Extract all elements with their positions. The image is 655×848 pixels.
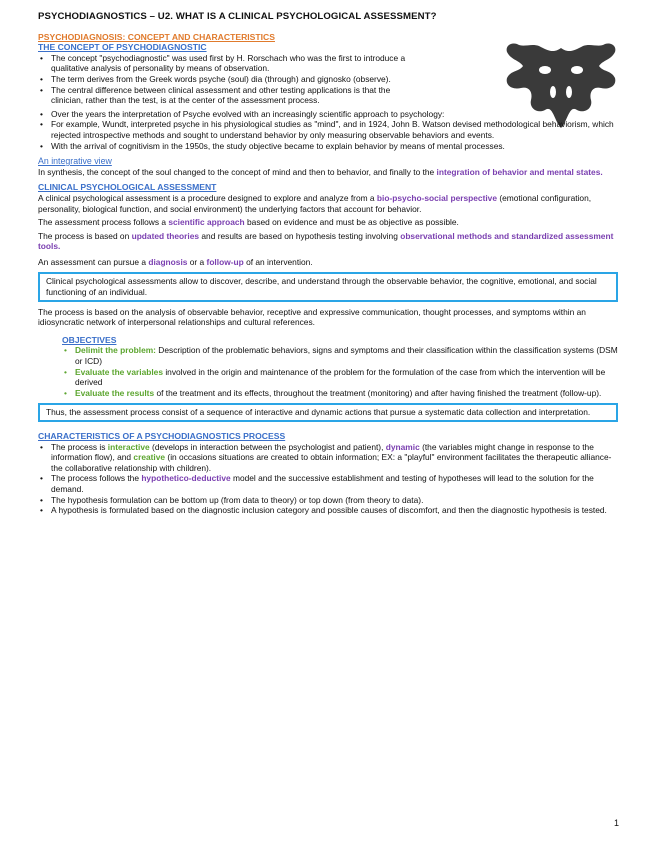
subheading-integrative-view: An integrative view [38, 156, 112, 167]
list-item: • The hypothesis formulation can be bottom up (from data to theory) or top down (from theory to data). [38, 495, 618, 506]
list-item: • Delimit the problem: Description of the problematic behaviors, signs and symptoms and their classification within the classification systems (DSM or ICD) [62, 345, 618, 366]
history-bullet-list [38, 109, 618, 151]
subheading-objectives: OBJECTIVES [62, 334, 117, 345]
objectives-list [62, 345, 618, 398]
section-heading-concept: PSYCHODIAGNOSIS: CONCEPT AND CHARACTERISTICS [38, 31, 275, 42]
list-item: • Evaluate the results of the treatment and its effects, throughout the treatment (monitoring) and after having finished the treatment (follow-up). [62, 388, 618, 399]
list-item: • Evaluate the variables involved in the origin and maintenance of the problem for the formulation of the case from which the intervention will be derived [62, 367, 618, 388]
list-item: • Over the years the interpretation of Psyche evolved with an increasingly scientific approach to psychology: [38, 109, 618, 120]
subheading-clinical-assessment: CLINICAL PSYCHOLOGICAL ASSESSMENT [38, 182, 217, 193]
document-title: PSYCHODIAGNOSTICS – U2. WHAT IS A CLINICAL PSYCHOLOGICAL ASSESSMENT? [38, 11, 437, 22]
list-item: • The concept "psychodiagnostic" was used first by H. Rorschach who was the first to introduce a qualitative analysis of personality by means of observation. [38, 53, 423, 74]
list-item: • For example, Wundt, interpreted psyche in his physiological studies as "mind", and in 1924, John B. Watson devised methodological behaviorism, which rejected introspective methods and sought to understand behavior by only measuring observable behaviors and events. [38, 119, 618, 140]
page-number: 1 [613, 818, 619, 828]
subheading-concept-psychodiagnostic: THE CONCEPT OF PSYCHODIAGNOSTIC [38, 42, 207, 53]
assessment-paragraph-1: A clinical psychological assessment is a procedure designed to explore and analyze from a bio-psycho-social perspective (emotional configuration, personality, biological function, and social environment) the underlying factors that account for behavior. [38, 192, 592, 214]
concept-bullet-list [38, 53, 423, 106]
assessment-paragraph-5: The process is based on the analysis of observable behavior, receptive and expressive communication, thought processes, and symptoms within an idiosyncratic network of interpersonal relationships and cultural references. [38, 306, 586, 328]
highlight-box-summary: Thus, the assessment process consist of a sequence of interactive and dynamic actions that pursue a systematic data collection and interpretation. [38, 403, 618, 422]
highlight-box-definition: Clinical psychological assessments allow to discover, describe, and understand through the observable behavior, the cognitive, emotional, and social functioning of an individual. [38, 272, 618, 301]
assessment-paragraph-4: An assessment can pursue a diagnosis or a follow-up of an intervention. [38, 256, 313, 267]
integrative-paragraph: In synthesis, the concept of the soul changed to the concept of mind and then to behavior, and finally to the integration of behavior and mental states. [38, 166, 603, 177]
list-item: • The process follows the hypothetico-deductive model and the successive establishment and testing of hypotheses will lead to the solution for the demand. [38, 473, 618, 494]
list-item: • The term derives from the Greek words psyche (soul) dia (through) and gignosko (observe). [38, 74, 423, 85]
characteristics-list [38, 442, 618, 516]
document-page [38, 12, 618, 516]
list-item: • The central difference between clinical assessment and other testing applications is that the clinician, rather than the test, is at the center of the assessment process. [38, 85, 423, 106]
subheading-characteristics: CHARACTERISTICS OF A PSYCHODIAGNOSTICS PROCESS [38, 431, 286, 441]
assessment-paragraph-3: The process is based on updated theories and results are based on hypothesis testing involving observational methods and standardized assessment tools. [38, 230, 614, 252]
list-item: • A hypothesis is formulated based on the diagnostic inclusion category and possible causes of discomfort, and then the diagnostic hypothesis is tested. [38, 505, 618, 516]
assessment-paragraph-2: The assessment process follows a scientific approach based on evidence and must be as objective as possible. [38, 217, 459, 228]
list-item: • With the arrival of cognitivism in the 1950s, the study objective became to explain behavior by means of mental processes. [38, 141, 618, 152]
list-item: • The process is interactive (develops in interaction between the psychologist and patient), dynamic (the variables might change in response to the information flow), and creative (in occasions situations are created to obtain information; EX: a "playful" environment facilitates the therapeutic alliance-the collaborative relationship with children). [38, 442, 618, 474]
